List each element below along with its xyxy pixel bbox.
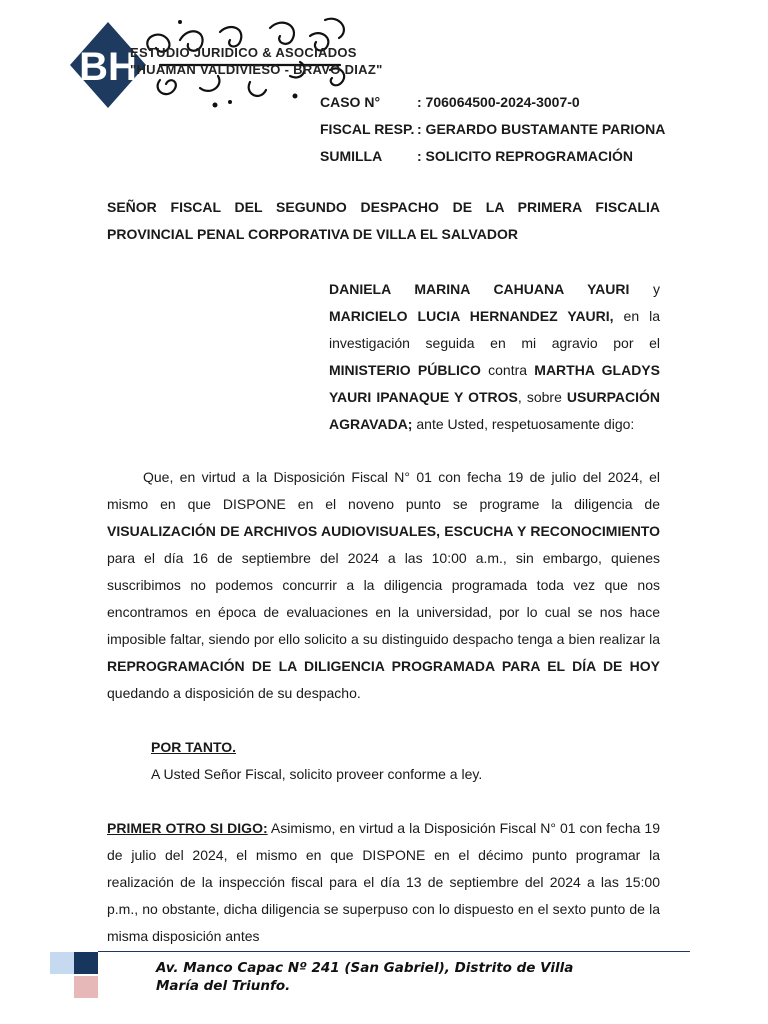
crime-name: USURPACIÓN AGRAVADA; [329, 389, 660, 432]
main-paragraph [107, 464, 660, 707]
petitioner-paragraph [329, 276, 660, 438]
case-number-value: : 706064500-2024-3007-0 [417, 94, 580, 110]
petitioner-text-1: en la investigación seguida en mi agravio por el [329, 308, 660, 351]
petitioner-text-4: ante Usted, respetuosamente digo: [412, 416, 635, 432]
ministerio-publico: MINISTERIO PÚBLICO [329, 362, 481, 378]
main-bold-2: REPROGRAMACIÓN DE LA DILIGENCIA PROGRAMADA PARA EL DÍA DE HOY [107, 658, 660, 674]
sumilla-value: : SOLICITO REPROGRAMACIÓN [417, 148, 633, 164]
petitioner-text-2: contra [480, 362, 535, 378]
footer-square-pink [74, 976, 98, 998]
footer-square-dark-blue [74, 952, 98, 974]
main-text-2: para el día 16 de septiembre del 2024 a las 10:00 a.m., sin embargo, quienes suscribimos no podemos concurrir a la diligencia programada toda vez que nos encontramos en época de evaluaciones en la universidad, por lo cual se nos hace imposible faltar, siendo por ello solicito a su distinguido despacho tenga a bien realizar la [107, 550, 660, 647]
primer-otro-heading: PRIMER OTRO SI DIGO: [107, 820, 268, 836]
defendant-name: MARTHA GLADYS YAURI IPANAQUE Y OTROS [329, 362, 660, 405]
addressee: SEÑOR FISCAL DEL SEGUNDO DESPACHO DE LA PRIMERA FISCALIA PROVINCIAL PENAL CORPORATIVA DE VILLA EL SALVADOR [107, 199, 660, 242]
por-tanto-text: A Usted Señor Fiscal, solicito proveer conforme a ley. [151, 766, 483, 782]
firm-name-line1: ESTUDIO JURIDICO & ASOCIADOS [130, 45, 357, 60]
petitioner-text-3: , sobre [517, 389, 567, 405]
petitioner-name-2: MARICIELO LUCIA HERNANDEZ YAURI, [329, 308, 614, 324]
main-text-1: Que, en virtud a la Disposición Fiscal N° 01 con fecha 19 de julio del 2024, el mismo en que DISPONE en el noveno punto se programe la diligencia de [107, 469, 660, 512]
footer-square-light-blue [50, 952, 74, 974]
firm-name [130, 44, 450, 78]
petitioner-name-1: DANIELA MARINA CAHUANA YAURI [329, 281, 630, 297]
fiscal-label: FISCAL RESP. [320, 121, 415, 137]
footer-divider [98, 951, 690, 952]
petitioner-conj: y [629, 281, 660, 297]
primer-otro-paragraph [107, 815, 660, 945]
main-bold-1: VISUALIZACIÓN DE ARCHIVOS AUDIOVISUALES, ESCUCHA Y RECONOCIMIENTO [107, 523, 660, 539]
sumilla-row [320, 143, 665, 170]
fiscal-value: : GERARDO BUSTAMANTE PARIONA [417, 121, 666, 137]
firm-name-line2: "HUAMAN VALDIVIESO - BRAVO DIAZ" [130, 62, 383, 77]
primer-otro-text: Asimismo, en virtud a la Disposición Fiscal N° 01 con fecha 19 de julio del 2024, el mismo en que DISPONE en el décimo punto programar la realización de la inspección fiscal para el día 13 de septiembre del 2024 a las 15:00 p.m., no obstante, dicha diligencia se superpuso con lo dispuesto en el sexto punto de la misma disposición antes [107, 820, 660, 944]
case-number-row [320, 89, 665, 116]
sumilla-label: SUMILLA [320, 148, 383, 164]
por-tanto-heading: POR TANTO. [151, 739, 237, 755]
fiscal-row [320, 116, 665, 143]
logo-letters: BH [79, 45, 137, 89]
footer-address-line1: Av. Manco Capac Nº 241 (San Gabriel), Distrito de Villa [156, 960, 574, 976]
case-number-label: CASO N° [320, 94, 381, 110]
main-text-3: quedando a disposición de su despacho. [107, 685, 361, 701]
footer-address-line2: María del Triunfo. [156, 978, 291, 994]
footer-address [156, 959, 616, 995]
case-info-block [320, 89, 665, 170]
